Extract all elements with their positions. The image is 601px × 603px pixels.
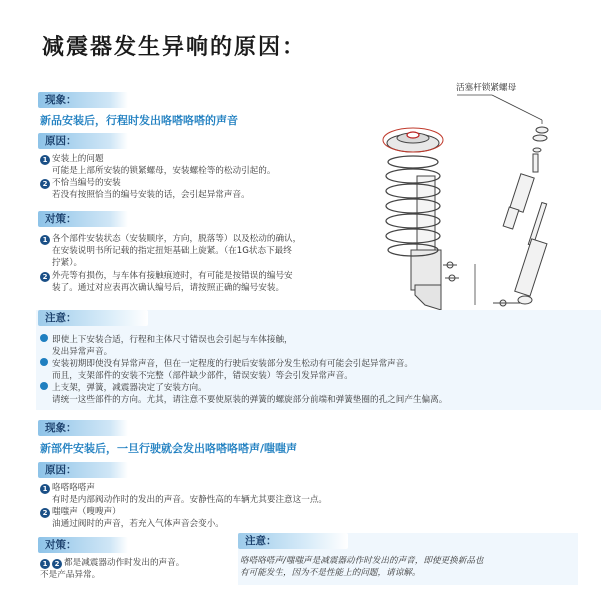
notice-bullet-1-line-2: 发出异常声音。 [52, 347, 113, 357]
cause2-item-1-title [40, 482, 95, 494]
notice-bullet-2 [40, 358, 413, 370]
phenomenon-tag: 现象： [38, 92, 128, 108]
cause-tag-2: 原因： [38, 462, 128, 478]
phenomenon-headline: 新品安装后，行程时发出咯嗒咯嗒的声音 [40, 114, 238, 127]
cause2-item-2-title-text: 嗤嗤声（嗖嗖声） [52, 507, 121, 517]
number-2-icon: 2 [40, 508, 50, 518]
measure-item-1-line-3: 拧紧）。 [52, 258, 83, 268]
countermeasure-tag-2: 对策： [38, 537, 128, 553]
countermeasure-2-line-2: 不是产品异常。 [40, 570, 101, 580]
notice-bullet-3 [40, 382, 207, 394]
notice-bullet-3-line-1: 上支架，弹簧，减震器决定了安装方向。 [52, 383, 207, 393]
measure-item-2 [40, 270, 293, 282]
phenomenon-tag-2: 现象： [38, 420, 128, 436]
cause2-item-1-title-text: 咯嗒咯嗒声 [52, 483, 95, 493]
cause2-item-2-text: 油通过阀时的声音，若充入气体声音会变小。 [52, 519, 224, 529]
page-title: 减震器发生异响的原因： [42, 35, 307, 60]
cause-item-2-title-text: 不恰当编号的安装 [52, 178, 121, 188]
countermeasure-2-line-1: 都是减震器动作时发出的声音。 [64, 558, 185, 568]
number-2-icon: 2 [40, 179, 50, 189]
cause-item-2-text: 若没有按照恰当的编号安装的话，会引起异常声音。 [52, 190, 250, 200]
number-1-icon: 1 [40, 484, 50, 494]
countermeasure-tag: 对策： [38, 211, 128, 227]
notice-tag-2: 注意： [238, 533, 348, 549]
measure-item-2-line-1: 外壳等有损伤，与车体有接触痕迹时，有可能是按错误的编号安 [52, 271, 293, 281]
notice-bullet-2-line-1: 安装初期即使没有异常声音，但在一定程度的行驶后安装部分发生松动有可能会引起异常声音。 [52, 359, 413, 369]
bullet-dot-icon [40, 334, 48, 342]
measure-item-1 [40, 233, 301, 245]
number-2-icon: 2 [52, 559, 62, 569]
cause-item-1-title-text: 安装上的问题 [52, 154, 104, 164]
notice-bullet-2-line-2: 而且，支架部件的安装不完整（部件缺少部件，错误安装）等会引发异常声音。 [52, 371, 353, 381]
cause2-item-1-text: 有时是内部阀动作时的发出的声音。安静性高的车辆尤其要注意这一点。 [52, 495, 328, 505]
number-1-icon: 1 [40, 235, 50, 245]
notice-2-line-1: 咯嗒咯嗒声/嗤嗤声是减震器动作时发出的声音，即使更换新品也 [240, 556, 484, 566]
notice-2-line-2: 有可能发生，因为不是性能上的问题，请谅解。 [240, 568, 421, 578]
number-1-icon: 1 [40, 155, 50, 165]
cause-item-2-title [40, 177, 121, 189]
notice-tag: 注意： [38, 310, 148, 326]
strut-assembly-diagram [375, 90, 575, 330]
measure-item-2-line-2: 装了。通过对应表再次确认编号后，请按照正确的编号安装。 [52, 283, 285, 293]
bullet-dot-icon [40, 358, 48, 366]
number-1-icon: 1 [40, 559, 50, 569]
measure-item-1-line-2: 在安装说明书所记载的指定扭矩基础上旋紧。（在1G状态下最终 [52, 246, 292, 256]
notice-bullet-3-line-2: 请统一这些部件的方向。尤其，请注意不要使原装的弹簧的螺旋部分前端和弹簧垫圈的孔之间产生偏离。 [52, 395, 448, 405]
countermeasure-2 [40, 557, 184, 569]
cause2-item-2-title [40, 506, 121, 518]
diagram-label-lock-nut: 活塞杆锁紧螺母 [456, 83, 517, 93]
cause-item-1-title [40, 153, 104, 165]
bullet-dot-icon [40, 382, 48, 390]
measure-item-1-line-1: 各个部件安装状态（安装顺序，方向，脱落等）以及松动的确认， [52, 234, 302, 244]
cause-item-1-text: 可能是上部所安装的锁紧螺母，安装螺栓等的松动引起的。 [52, 166, 276, 176]
phenomenon-headline-2: 新部件安装后，一旦行驶就会发出咯嗒咯嗒声/嗤嗤声 [40, 442, 298, 455]
cause-tag: 原因： [38, 133, 128, 149]
number-2-icon: 2 [40, 272, 50, 282]
notice-bullet-1 [40, 334, 293, 346]
notice-bullet-1-line-1: 即使上下安装合适，行程和主体尺寸错误也会引起与车体接触， [52, 335, 293, 345]
